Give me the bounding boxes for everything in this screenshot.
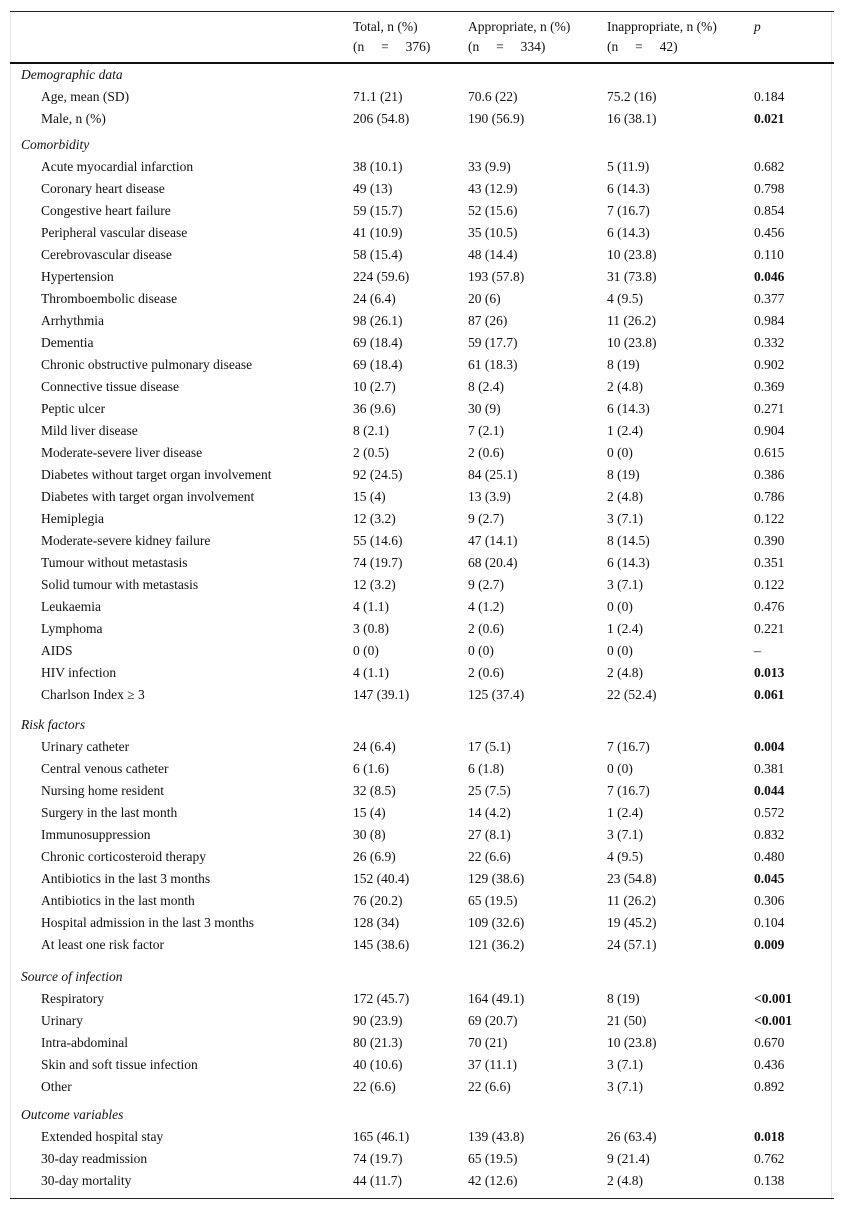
row-label: Moderate-severe kidney failure [41, 533, 211, 548]
total-value: 36 (9.6) [353, 401, 396, 416]
appropriate-value: 20 (6) [468, 291, 501, 306]
p-value: 0.271 [754, 401, 785, 416]
row-label: Age, mean (SD) [41, 89, 130, 104]
appropriate-value: 22 (6.6) [468, 849, 511, 864]
appropriate-value: 14 (4.2) [468, 805, 511, 820]
total-value: 58 (15.4) [353, 247, 403, 262]
row-label: Leukaemia [41, 599, 101, 614]
appropriate-value: 22 (6.6) [468, 1079, 511, 1094]
table-row [10, 1032, 834, 1054]
appropriate-value: 125 (37.4) [468, 687, 525, 702]
row-label: Dementia [41, 335, 94, 350]
table-row [10, 758, 834, 780]
section-title: Source of infection [21, 969, 123, 984]
top-rule [10, 11, 834, 12]
row-label: Peripheral vascular disease [41, 225, 188, 240]
p-value: 0.138 [754, 1173, 785, 1188]
total-value: 165 (46.1) [353, 1129, 410, 1144]
table-row [10, 222, 834, 244]
row-label: Hospital admission in the last 3 months [41, 915, 254, 930]
table-row [10, 530, 834, 552]
row-label: At least one risk factor [41, 937, 164, 952]
table-row [10, 200, 834, 222]
inappropriate-value: 9 (21.4) [607, 1151, 650, 1166]
p-value: 0.670 [754, 1035, 785, 1050]
inappropriate-value: 0 (0) [607, 445, 633, 460]
appropriate-value: 27 (8.1) [468, 827, 511, 842]
inappropriate-value: 11 (26.2) [607, 893, 656, 908]
inappropriate-value: 16 (38.1) [607, 111, 657, 126]
total-value: 10 (2.7) [353, 379, 396, 394]
row-label: Connective tissue disease [41, 379, 179, 394]
table-row [10, 552, 834, 574]
appropriate-value: 70 (21) [468, 1035, 508, 1050]
row-label: 30-day readmission [41, 1151, 148, 1166]
appropriate-value: 43 (12.9) [468, 181, 518, 196]
p-value: 0.480 [754, 849, 785, 864]
inappropriate-value: 22 (52.4) [607, 687, 657, 702]
row-label: Acute myocardial infarction [41, 159, 194, 174]
row-label: Male, n (%) [41, 111, 106, 126]
total-value: 24 (6.4) [353, 739, 396, 754]
appropriate-value: 9 (2.7) [468, 511, 504, 526]
total-value: 152 (40.4) [353, 871, 410, 886]
inappropriate-value: 75.2 (16) [607, 89, 657, 104]
inappropriate-value: 2 (4.8) [607, 665, 643, 680]
row-label: Mild liver disease [41, 423, 138, 438]
total-value: 71.1 (21) [353, 89, 403, 104]
table-row [10, 442, 834, 464]
table-row [10, 178, 834, 200]
inappropriate-value: 5 (11.9) [607, 159, 650, 174]
total-value: 32 (8.5) [353, 783, 396, 798]
inappropriate-value: 2 (4.8) [607, 1173, 643, 1188]
inappropriate-value: 24 (57.1) [607, 937, 657, 952]
header-appropriate-label: Appropriate, n (%) [468, 19, 571, 34]
table-row [10, 1126, 834, 1148]
inappropriate-value: 7 (16.7) [607, 203, 650, 218]
p-value: 0.369 [754, 379, 785, 394]
p-value: 0.456 [754, 225, 785, 240]
appropriate-value: 109 (32.6) [468, 915, 525, 930]
p-value: 0.221 [754, 621, 785, 636]
p-value: 0.682 [754, 159, 785, 174]
table-row [10, 912, 834, 934]
total-value: 24 (6.4) [353, 291, 396, 306]
total-value: 80 (21.3) [353, 1035, 403, 1050]
table-row [10, 1010, 834, 1032]
p-value: 0.044 [754, 783, 785, 798]
appropriate-value: 8 (2.4) [468, 379, 504, 394]
inappropriate-value: 3 (7.1) [607, 511, 643, 526]
table-row [10, 398, 834, 420]
appropriate-value: 61 (18.3) [468, 357, 518, 372]
inappropriate-value: 8 (19) [607, 991, 640, 1006]
p-value: 0.306 [754, 893, 785, 908]
table-row [10, 420, 834, 442]
appropriate-value: 190 (56.9) [468, 111, 525, 126]
table-row [10, 890, 834, 912]
header-total-label: Total, n (%) [353, 19, 418, 34]
inappropriate-value: 6 (14.3) [607, 401, 650, 416]
appropriate-value: 69 (20.7) [468, 1013, 518, 1028]
header-appropriate-n: (n = 334) [468, 39, 546, 54]
inappropriate-value: 1 (2.4) [607, 423, 643, 438]
inappropriate-value: 10 (23.8) [607, 335, 657, 350]
p-value: 0.004 [754, 739, 785, 754]
p-value: 0.377 [754, 291, 785, 306]
total-value: 128 (34) [353, 915, 400, 930]
inappropriate-value: 7 (16.7) [607, 783, 650, 798]
header-total-n: (n = 376) [353, 39, 431, 54]
table-row [10, 736, 834, 758]
inappropriate-value: 4 (9.5) [607, 291, 643, 306]
p-value: 0.061 [754, 687, 785, 702]
table-row [10, 332, 834, 354]
inappropriate-value: 0 (0) [607, 643, 633, 658]
appropriate-value: 52 (15.6) [468, 203, 518, 218]
appropriate-value: 0 (0) [468, 643, 494, 658]
appropriate-value: 17 (5.1) [468, 739, 511, 754]
inappropriate-value: 6 (14.3) [607, 555, 650, 570]
row-label: 30-day mortality [41, 1173, 132, 1188]
row-label: AIDS [41, 643, 73, 658]
total-value: 40 (10.6) [353, 1057, 403, 1072]
table-row [10, 310, 834, 332]
p-value: 0.351 [754, 555, 785, 570]
header-total [353, 17, 430, 57]
inappropriate-value: 1 (2.4) [607, 621, 643, 636]
row-label: Congestive heart failure [41, 203, 171, 218]
total-value: 41 (10.9) [353, 225, 403, 240]
section-title: Demographic data [21, 67, 123, 82]
row-label: Antibiotics in the last 3 months [41, 871, 211, 886]
total-value: 76 (20.2) [353, 893, 403, 908]
appropriate-value: 2 (0.6) [468, 665, 504, 680]
table-row [10, 156, 834, 178]
header-inappropriate [607, 17, 717, 57]
p-value: 0.381 [754, 761, 785, 776]
row-label: Other [41, 1079, 72, 1094]
total-value: 12 (3.2) [353, 511, 396, 526]
table-row [10, 780, 834, 802]
total-value: 74 (19.7) [353, 1151, 403, 1166]
bottom-rule [10, 1198, 834, 1199]
p-value: 0.762 [754, 1151, 785, 1166]
table-row [10, 684, 834, 706]
inappropriate-value: 23 (54.8) [607, 871, 657, 886]
inappropriate-value: 6 (14.3) [607, 225, 650, 240]
section-title: Outcome variables [21, 1107, 124, 1122]
p-value: 0.045 [754, 871, 785, 886]
inappropriate-value: 1 (2.4) [607, 805, 643, 820]
appropriate-value: 48 (14.4) [468, 247, 518, 262]
inappropriate-value: 0 (0) [607, 599, 633, 614]
table-row [10, 596, 834, 618]
table-row [10, 618, 834, 640]
row-label: Immunosuppression [41, 827, 151, 842]
p-value: 0.854 [754, 203, 785, 218]
inappropriate-value: 3 (7.1) [607, 1079, 643, 1094]
table-row [10, 108, 834, 130]
table-row [10, 1054, 834, 1076]
inappropriate-value: 3 (7.1) [607, 827, 643, 842]
p-value: 0.984 [754, 313, 785, 328]
total-value: 92 (24.5) [353, 467, 403, 482]
row-label: Chronic corticosteroid therapy [41, 849, 206, 864]
appropriate-value: 164 (49.1) [468, 991, 525, 1006]
row-label: Tumour without metastasis [41, 555, 188, 570]
appropriate-value: 121 (36.2) [468, 937, 525, 952]
inappropriate-value: 8 (14.5) [607, 533, 650, 548]
appropriate-value: 13 (3.9) [468, 489, 511, 504]
total-value: 4 (1.1) [353, 665, 389, 680]
row-label: Nursing home resident [41, 783, 164, 798]
table-row [10, 662, 834, 684]
total-value: 69 (18.4) [353, 335, 403, 350]
appropriate-value: 6 (1.8) [468, 761, 504, 776]
appropriate-value: 193 (57.8) [468, 269, 525, 284]
p-value: 0.572 [754, 805, 785, 820]
row-label: Arrhythmia [41, 313, 104, 328]
appropriate-value: 25 (7.5) [468, 783, 511, 798]
inappropriate-value: 3 (7.1) [607, 1057, 643, 1072]
appropriate-value: 59 (17.7) [468, 335, 518, 350]
p-value: 0.798 [754, 181, 785, 196]
row-label: Hemiplegia [41, 511, 104, 526]
table-row [10, 266, 834, 288]
appropriate-value: 2 (0.6) [468, 445, 504, 460]
inappropriate-value: 21 (50) [607, 1013, 647, 1028]
row-label: Diabetes with target organ involvement [41, 489, 255, 504]
table-row [10, 988, 834, 1010]
table-row [10, 288, 834, 310]
row-label: Lymphoma [41, 621, 103, 636]
total-value: 0 (0) [353, 643, 379, 658]
p-value: 0.018 [754, 1129, 785, 1144]
total-value: 4 (1.1) [353, 599, 389, 614]
p-value: 0.615 [754, 445, 785, 460]
total-value: 38 (10.1) [353, 159, 403, 174]
appropriate-value: 84 (25.1) [468, 467, 518, 482]
total-value: 12 (3.2) [353, 577, 396, 592]
inappropriate-value: 3 (7.1) [607, 577, 643, 592]
appropriate-value: 139 (43.8) [468, 1129, 525, 1144]
total-value: 3 (0.8) [353, 621, 389, 636]
row-label: Intra-abdominal [41, 1035, 128, 1050]
table-row [10, 464, 834, 486]
header-rule [10, 62, 834, 64]
table-row [10, 1148, 834, 1170]
inappropriate-value: 10 (23.8) [607, 247, 657, 262]
p-value: 0.386 [754, 467, 785, 482]
appropriate-value: 65 (19.5) [468, 1151, 518, 1166]
p-value: 0.904 [754, 423, 785, 438]
table-row [10, 1076, 834, 1098]
total-value: 172 (45.7) [353, 991, 410, 1006]
p-value: 0.832 [754, 827, 785, 842]
inappropriate-value: 2 (4.8) [607, 379, 643, 394]
appropriate-value: 70.6 (22) [468, 89, 518, 104]
table-row [10, 846, 834, 868]
p-value: 0.009 [754, 937, 785, 952]
header-inappropriate-label: Inappropriate, n (%) [607, 19, 717, 34]
total-value: 26 (6.9) [353, 849, 396, 864]
appropriate-value: 2 (0.6) [468, 621, 504, 636]
appropriate-value: 47 (14.1) [468, 533, 518, 548]
total-value: 6 (1.6) [353, 761, 389, 776]
inappropriate-value: 26 (63.4) [607, 1129, 657, 1144]
p-value: <0.001 [754, 991, 793, 1006]
p-value: 0.476 [754, 599, 785, 614]
appropriate-value: 30 (9) [468, 401, 501, 416]
appropriate-value: 9 (2.7) [468, 577, 504, 592]
table-row [10, 86, 834, 108]
total-value: 147 (39.1) [353, 687, 410, 702]
table-row [10, 934, 834, 956]
total-value: 55 (14.6) [353, 533, 403, 548]
total-value: 49 (13) [353, 181, 393, 196]
inappropriate-value: 0 (0) [607, 761, 633, 776]
row-label: HIV infection [41, 665, 117, 680]
p-value: 0.046 [754, 269, 785, 284]
inappropriate-value: 11 (26.2) [607, 313, 656, 328]
total-value: 145 (38.6) [353, 937, 410, 952]
p-value: 0.892 [754, 1079, 785, 1094]
total-value: 59 (15.7) [353, 203, 403, 218]
total-value: 206 (54.8) [353, 111, 410, 126]
section-title: Risk factors [21, 717, 86, 732]
row-label: Respiratory [41, 991, 104, 1006]
table-row [10, 244, 834, 266]
appropriate-value: 65 (19.5) [468, 893, 518, 908]
appropriate-value: 4 (1.2) [468, 599, 504, 614]
p-value: 0.110 [754, 247, 784, 262]
row-label: Thromboembolic disease [41, 291, 178, 306]
appropriate-value: 33 (9.9) [468, 159, 511, 174]
p-value: – [754, 643, 761, 658]
p-value: 0.122 [754, 577, 785, 592]
table-row [10, 802, 834, 824]
row-label: Central venous catheter [41, 761, 169, 776]
table-row [10, 640, 834, 662]
row-label: Extended hospital stay [41, 1129, 164, 1144]
p-value: 0.021 [754, 111, 785, 126]
row-label: Surgery in the last month [41, 805, 178, 820]
row-label: Peptic ulcer [41, 401, 106, 416]
p-value: 0.902 [754, 357, 785, 372]
appropriate-value: 35 (10.5) [468, 225, 518, 240]
header-appropriate [468, 17, 570, 57]
inappropriate-value: 8 (19) [607, 467, 640, 482]
p-value: 0.184 [754, 89, 785, 104]
appropriate-value: 7 (2.1) [468, 423, 504, 438]
row-label: Chronic obstructive pulmonary disease [41, 357, 253, 372]
row-label: Charlson Index ≥ 3 [41, 687, 145, 702]
table-row [10, 508, 834, 530]
appropriate-value: 87 (26) [468, 313, 508, 328]
total-value: 90 (23.9) [353, 1013, 403, 1028]
p-value: 0.390 [754, 533, 785, 548]
row-label: Solid tumour with metastasis [41, 577, 199, 592]
inappropriate-value: 31 (73.8) [607, 269, 657, 284]
total-value: 15 (4) [353, 805, 386, 820]
inappropriate-value: 4 (9.5) [607, 849, 643, 864]
row-label: Urinary catheter [41, 739, 130, 754]
inappropriate-value: 7 (16.7) [607, 739, 650, 754]
header-inappropriate-n: (n = 42) [607, 39, 678, 54]
inappropriate-value: 2 (4.8) [607, 489, 643, 504]
row-label: Diabetes without target organ involvement [41, 467, 272, 482]
total-value: 98 (26.1) [353, 313, 403, 328]
inappropriate-value: 10 (23.8) [607, 1035, 657, 1050]
row-label: Moderate-severe liver disease [41, 445, 203, 460]
total-value: 69 (18.4) [353, 357, 403, 372]
p-value: 0.013 [754, 665, 785, 680]
appropriate-value: 68 (20.4) [468, 555, 518, 570]
p-value: 0.436 [754, 1057, 785, 1072]
total-value: 2 (0.5) [353, 445, 389, 460]
row-label: Hypertension [41, 269, 114, 284]
total-value: 30 (8) [353, 827, 386, 842]
inappropriate-value: 8 (19) [607, 357, 640, 372]
total-value: 74 (19.7) [353, 555, 403, 570]
table-row [10, 868, 834, 890]
total-value: 224 (59.6) [353, 269, 410, 284]
appropriate-value: 129 (38.6) [468, 871, 525, 886]
row-label: Coronary heart disease [41, 181, 165, 196]
appropriate-value: 42 (12.6) [468, 1173, 518, 1188]
p-value: <0.001 [754, 1013, 793, 1028]
row-label: Urinary [41, 1013, 83, 1028]
p-value: 0.104 [754, 915, 785, 930]
table-row [10, 1170, 834, 1192]
total-value: 15 (4) [353, 489, 386, 504]
appropriate-value: 37 (11.1) [468, 1057, 517, 1072]
p-value: 0.332 [754, 335, 785, 350]
inappropriate-value: 19 (45.2) [607, 915, 657, 930]
header-p: p [754, 19, 761, 34]
table-row [10, 376, 834, 398]
section-title: Comorbidity [21, 137, 90, 152]
p-value: 0.786 [754, 489, 785, 504]
table-row [10, 824, 834, 846]
p-value: 0.122 [754, 511, 785, 526]
table-row [10, 574, 834, 596]
inappropriate-value: 6 (14.3) [607, 181, 650, 196]
table-row [10, 354, 834, 376]
total-value: 44 (11.7) [353, 1173, 402, 1188]
total-value: 8 (2.1) [353, 423, 389, 438]
row-label: Cerebrovascular disease [41, 247, 172, 262]
row-label: Skin and soft tissue infection [41, 1057, 198, 1072]
total-value: 22 (6.6) [353, 1079, 396, 1094]
row-label: Antibiotics in the last month [41, 893, 195, 908]
table-row [10, 486, 834, 508]
